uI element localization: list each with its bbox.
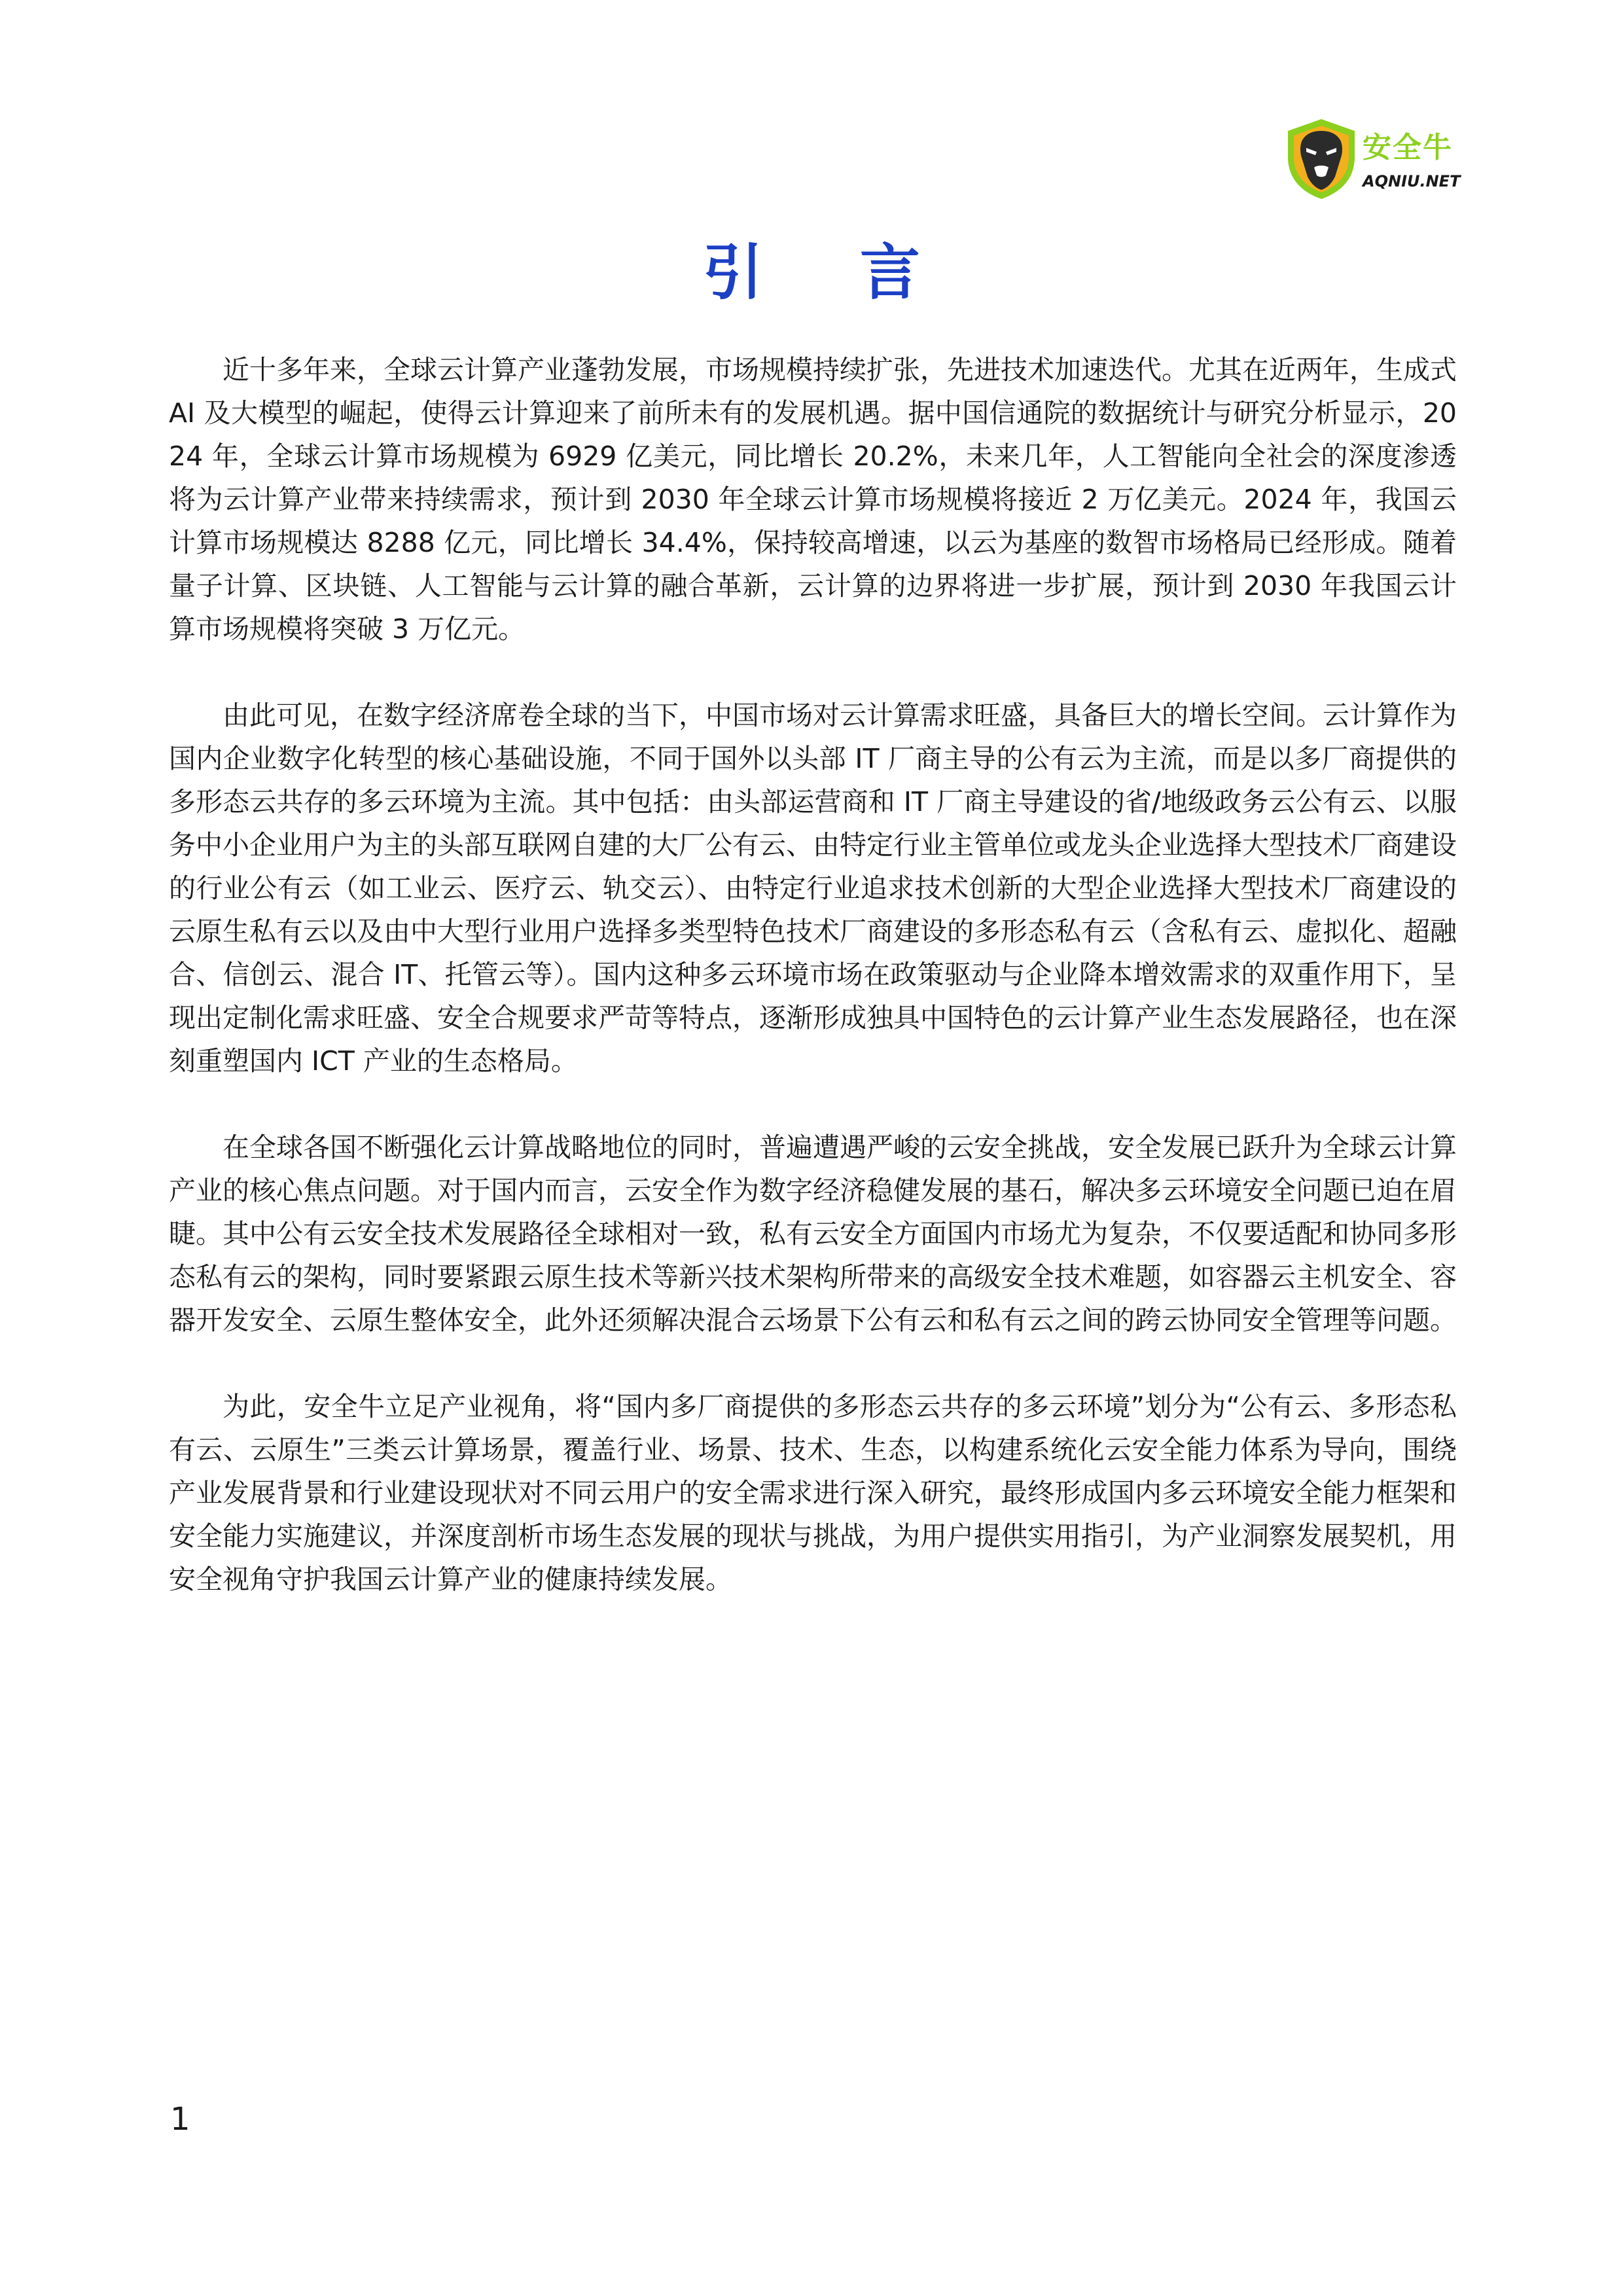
logo-name-en: AQNIU.NET	[1363, 172, 1461, 190]
paragraph-market-overview: 近十多年来，全球云计算产业蓬勃发展，市场规模持续扩张，先进技术加速迭代。尤其在近两年，生成式 AI 及大模型的崛起，使得云计算迎来了前所未有的发展机遇。据中国信通院的数据统计与研究分析显示，2024 年，全球云计算市场规模为 6929 亿美元，同比增长 20.2%，未来几年，人工智能向全社会的深度渗透将为云计算产业带来持续需求，预计到 2030 年全球云计算市场规模将接近 2 万亿美元。2024 年，我国云计算市场规模达 8288 亿元，同比增长 34.4%，保持较高增速，以云为基座的数智市场格局已经形成。随着量子计算、区块链、人工智能与云计算的融合革新，云计算的边界将进一步扩展，预计到 2030 年我国云计算市场规模将突破 3 万亿元。	[169, 354, 1457, 645]
bull-head-shield-icon	[1283, 117, 1360, 202]
page-title: 引 言	[702, 238, 959, 308]
paragraph-cloud-security-challenges: 在全球各国不断强化云计算战略地位的同时，普遍遭遇严峻的云安全挑战，安全发展已跃升为全球云计算产业的核心焦点问题。对于国内而言，云安全作为数字经济稳健发展的基石，解决多云环境安全问题已迫在眉睫。其中公有云安全技术发展路径全球相对一致，私有云安全方面国内市场尤为复杂，不仅要适配和协同多形态私有云的架构，同时要紧跟云原生技术等新兴技术架构所带来的高级安全技术难题，如容器云主机安全、容器开发安全、云原生整体安全，此外还须解决混合云场景下公有云和私有云之间的跨云协同安全管理等问题。	[169, 1132, 1457, 1336]
document-body	[169, 348, 1457, 1644]
page-number: 1	[170, 2101, 190, 2138]
logo-name-cn: 安全牛	[1363, 131, 1453, 164]
brand-logo	[1283, 117, 1479, 202]
paragraph-china-multicloud: 由此可见，在数字经济席卷全球的当下，中国市场对云计算需求旺盛，具备巨大的增长空间。云计算作为国内企业数字化转型的核心基础设施，不同于国外以头部 IT 厂商主导的公有云为主流，而是以多厂商提供的多形态云共存的多云环境为主流。其中包括：由头部运营商和 IT 厂商主导建设的省/地级政务云公有云、以服务中小企业用户为主的头部互联网自建的大厂公有云、由特定行业主管单位或龙头企业选择大型技术厂商建设的行业公有云（如工业云、医疗云、轨交云）、由特定行业追求技术创新的大型企业选择大型技术厂商建设的云原生私有云以及由中大型行业用户选择多类型特色技术厂商建设的多形态私有云（含私有云、虚拟化、超融合、信创云、混合 IT、托管云等）。国内这种多云环境市场在政策驱动与企业降本增效需求的双重作用下，呈现出定制化需求旺盛、安全合规要求严苛等特点，逐渐形成独具中国特色的云计算产业生态发展路径，也在深刻重塑国内 ICT 产业的生态格局。	[169, 700, 1457, 1077]
paragraph-research-approach: 为此，安全牛立足产业视角，将“国内多厂商提供的多形态云共存的多云环境”划分为“公有云、多形态私有云、云原生”三类云计算场景，覆盖行业、场景、技术、生态，以构建系统化云安全能力体系为导向，围绕产业发展背景和行业建设现状对不同云用户的安全需求进行深入研究，最终形成国内多云环境安全能力框架和安全能力实施建议，并深度剖析市场生态发展的现状与挑战，为用户提供实用指引，为产业洞察发展契机，用安全视角守护我国云计算产业的健康持续发展。	[169, 1391, 1457, 1595]
